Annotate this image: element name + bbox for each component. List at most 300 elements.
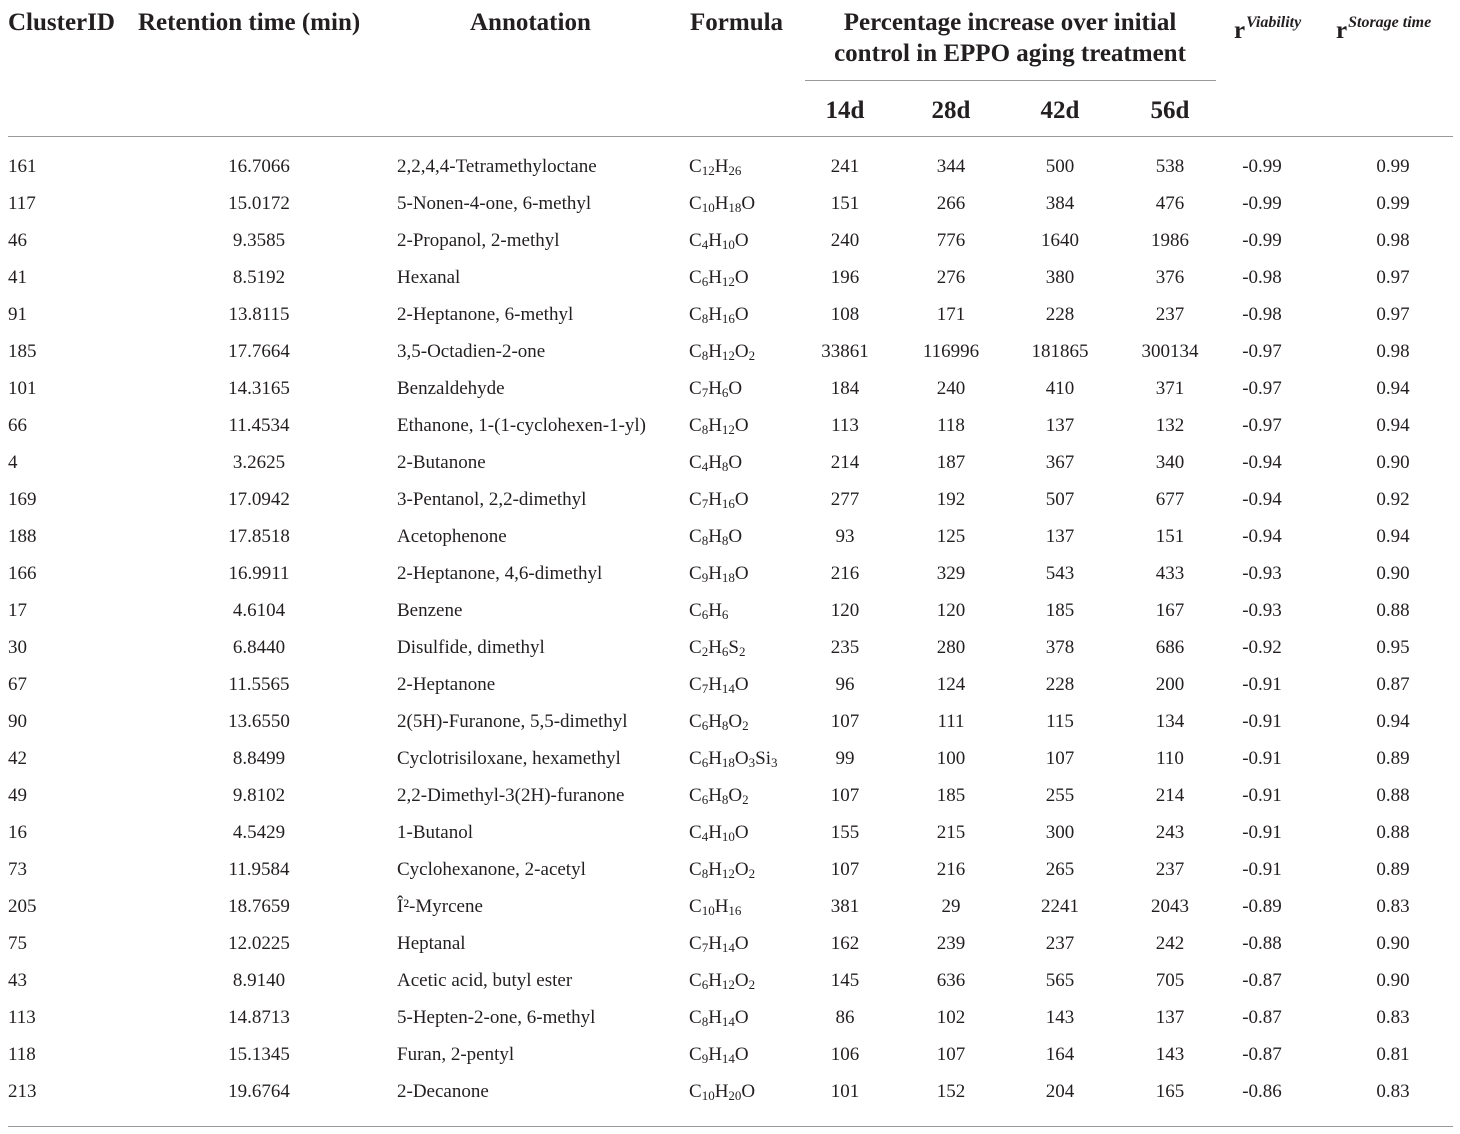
formula-element: O [734,489,749,510]
formula-subscript: 12 [721,348,735,363]
retention-time-cell: 19.6764 [228,1081,290,1102]
r-storage-cell: 0.95 [1376,637,1410,658]
formula-element: H [708,378,722,399]
retention-time-cell: 9.8102 [232,785,286,806]
formula-element: O [734,1007,749,1028]
day42-cell: 2241 [1041,896,1079,917]
r-viability-cell: -0.94 [1242,452,1282,473]
formula-subscript: 10 [701,903,715,918]
formula-element: H [708,600,722,621]
formula-subscript: 18 [728,200,742,215]
formula-subscript: 14 [721,681,735,696]
formula-subscript: 7 [701,681,709,696]
formula-subscript: 8 [721,459,729,474]
table-row [0,740,1460,777]
day42-cell: 185 [1045,600,1075,621]
table-row [0,259,1460,296]
formula-cell [689,148,741,185]
formula-subscript: 9 [701,570,709,585]
r-viability-cell: -0.92 [1242,637,1282,658]
retention-time-cell: 17.8518 [228,526,290,547]
formula-subscript: 2 [748,348,756,363]
formula-element: H [708,563,722,584]
day56-cell: 376 [1155,267,1185,288]
day42-cell: 228 [1045,674,1075,695]
day42-cell: 107 [1045,748,1075,769]
table-row [0,444,1460,481]
table-row [0,851,1460,888]
r-viability-cell: -0.91 [1242,859,1282,880]
annotation-cell: Cyclohexanone, 2-acetyl [397,859,586,880]
r-viability-cell: -0.91 [1242,711,1282,732]
r-viability-base: r [1234,17,1246,44]
r-viability-cell: -0.94 [1242,526,1282,547]
formula-element: O [728,711,743,732]
formula-cell [689,925,749,962]
retention-time-cell: 16.9911 [228,563,290,584]
formula-cell [689,666,749,703]
formula-element: C [689,674,702,695]
day14-cell: 216 [830,563,860,584]
day14-cell: 107 [830,859,860,880]
r-storage-cell: 0.88 [1376,822,1410,843]
day14-cell: 93 [835,526,855,547]
r-viability-cell: -0.98 [1242,267,1282,288]
formula-cell [689,407,749,444]
cluster-id-cell: 118 [8,1044,36,1065]
day14-cell: 113 [831,415,859,436]
formula-subscript: 20 [728,1088,742,1103]
cluster-id-cell: 91 [8,304,27,325]
retention-time-cell: 17.0942 [228,489,290,510]
formula-subscript: 8 [701,533,709,548]
cluster-id-cell: 43 [8,970,27,991]
formula-cell [689,777,749,814]
formula-element: C [689,896,702,917]
annotation-cell: Acetic acid, butyl ester [397,970,573,991]
header-day-28: 28d [931,97,971,124]
day42-cell: 500 [1045,156,1075,177]
formula-subscript: 8 [701,866,709,881]
day42-cell: 255 [1045,785,1075,806]
r-viability-cell: -0.99 [1242,156,1282,177]
formula-subscript: 7 [701,496,709,511]
formula-element: C [689,637,702,658]
formula-element: O [734,859,749,880]
r-storage-cell: 0.94 [1376,711,1410,732]
formula-subscript: 6 [701,607,709,622]
formula-subscript: 18 [721,755,735,770]
formula-cell [689,518,742,555]
r-viability-cell: -0.91 [1242,748,1282,769]
annotation-cell: 1-Butanol [397,822,473,843]
day14-cell: 108 [830,304,860,325]
cluster-id-cell: 67 [8,674,27,695]
day56-cell: 237 [1155,304,1185,325]
day14-cell: 106 [830,1044,860,1065]
annotation-cell: Ethanone, 1-(1-cyclohexen-1-yl) [397,415,647,436]
table-row [0,666,1460,703]
r-viability-sup: Viability [1246,14,1302,31]
cluster-id-cell: 42 [8,748,27,769]
day14-cell: 101 [830,1081,860,1102]
day28-cell: 185 [936,785,966,806]
day56-cell: 167 [1155,600,1185,621]
r-storage-cell: 0.83 [1376,896,1410,917]
formula-element: H [714,193,729,214]
formula-element: S [728,637,739,658]
header-group-line1: Percentage increase over initial [843,9,1177,36]
retention-time-cell: 11.9584 [228,859,290,880]
day56-cell: 538 [1155,156,1185,177]
table-row [0,888,1460,925]
formula-cell [689,259,749,296]
header-cluster-id: ClusterID [8,9,115,36]
day56-cell: 705 [1155,970,1185,991]
formula-element: C [689,600,702,621]
day28-cell: 636 [936,970,966,991]
r-viability-cell: -0.93 [1242,563,1282,584]
day42-cell: 181865 [1031,341,1089,362]
day56-cell: 132 [1155,415,1185,436]
formula-subscript: 6 [701,718,709,733]
day42-cell: 378 [1045,637,1075,658]
cluster-id-cell: 161 [8,156,37,177]
annotation-cell: Disulfide, dimethyl [397,637,545,658]
formula-cell [689,999,749,1036]
formula-element: Si [755,748,772,769]
r-storage-base: r [1336,17,1348,44]
day28-cell: 116996 [922,341,980,362]
formula-subscript: 6 [701,977,709,992]
cluster-id-cell: 66 [8,415,27,436]
r-storage-cell: 0.97 [1376,304,1410,325]
day14-cell: 33861 [821,341,869,362]
day28-cell: 102 [936,1007,966,1028]
day42-cell: 367 [1045,452,1075,473]
day56-cell: 110 [1156,748,1184,769]
header-group-line2: control in EPPO aging treatment [834,40,1186,67]
table-row [0,222,1460,259]
day28-cell: 107 [936,1044,966,1065]
cluster-id-cell: 166 [8,563,37,584]
day28-cell: 124 [936,674,966,695]
r-storage-cell: 0.90 [1376,970,1410,991]
annotation-cell: 2,2-Dimethyl-3(2H)-furanone [397,785,625,806]
r-viability-cell: -0.91 [1242,822,1282,843]
formula-element: H [708,859,722,880]
formula-element: C [689,452,702,473]
formula-element: H [708,674,722,695]
formula-element: C [689,1007,702,1028]
day42-cell: 265 [1045,859,1075,880]
formula-element: C [689,859,702,880]
header-day-14: 14d [825,97,865,124]
day28-cell: 239 [936,933,966,954]
formula-subscript: 4 [701,459,709,474]
r-storage-cell: 0.94 [1376,526,1410,547]
table-row [0,777,1460,814]
day14-cell: 235 [830,637,860,658]
formula-subscript: 2 [739,644,746,659]
formula-subscript: 14 [721,1014,735,1029]
cluster-id-cell: 113 [8,1007,36,1028]
formula-cell [689,185,755,222]
day28-cell: 187 [936,452,966,473]
cluster-id-cell: 188 [8,526,37,547]
formula-subscript: 8 [721,792,729,807]
r-viability-cell: -0.89 [1242,896,1282,917]
formula-element: C [689,156,702,177]
header-formula: Formula [690,9,784,36]
formula-cell [689,222,749,259]
formula-subscript: 2 [742,718,749,733]
formula-subscript: 6 [721,607,729,622]
header-day-42: 42d [1040,97,1080,124]
cluster-id-cell: 16 [8,822,27,843]
table-row [0,703,1460,740]
r-viability-cell: -0.97 [1242,341,1282,362]
header-r-storage-time [1336,8,1431,46]
formula-element: C [689,378,702,399]
retention-time-cell: 11.5565 [228,674,290,695]
retention-time-cell: 15.0172 [228,193,290,214]
day28-cell: 118 [937,415,965,436]
r-viability-cell: -0.87 [1242,1007,1282,1028]
r-viability-cell: -0.93 [1242,600,1282,621]
formula-cell [689,333,755,370]
formula-element: C [689,267,702,288]
formula-subscript: 14 [721,940,735,955]
annotation-cell: 3,5-Octadien-2-one [397,341,546,362]
formula-element: H [708,1044,722,1065]
table-row [0,333,1460,370]
day42-cell: 384 [1045,193,1075,214]
table-row [0,555,1460,592]
formula-subscript: 2 [748,866,756,881]
cluster-id-cell: 4 [8,452,18,473]
annotation-cell: 5-Nonen-4-one, 6-methyl [397,193,592,214]
header-retention-time: Retention time (min) [138,9,361,36]
day56-cell: 137 [1155,1007,1185,1028]
annotation-cell: Benzaldehyde [397,378,505,399]
formula-element: O [728,526,743,547]
formula-element: H [708,415,722,436]
r-storage-cell: 0.94 [1376,415,1410,436]
formula-cell [689,555,749,592]
formula-element: H [708,526,722,547]
formula-element: H [708,489,722,510]
day42-cell: 1640 [1041,230,1079,251]
header-r-viability [1234,8,1301,46]
annotation-cell: Hexanal [397,267,461,288]
retention-time-cell: 16.7066 [228,156,290,177]
formula-element: H [708,230,722,251]
r-viability-cell: -0.91 [1242,785,1282,806]
day56-cell: 200 [1155,674,1185,695]
formula-subscript: 12 [701,163,715,178]
r-storage-cell: 0.92 [1376,489,1410,510]
r-storage-cell: 0.81 [1376,1044,1410,1065]
formula-element: H [714,896,729,917]
retention-time-cell: 3.2625 [232,452,286,473]
formula-cell [689,703,749,740]
cluster-id-cell: 213 [8,1081,37,1102]
retention-time-cell: 6.8440 [232,637,286,658]
formula-element: C [689,415,702,436]
formula-subscript: 7 [701,385,709,400]
retention-time-cell: 4.5429 [232,822,286,843]
formula-element: O [734,304,749,325]
day28-cell: 120 [936,600,966,621]
formula-element: C [689,230,702,251]
formula-cell [689,851,755,888]
r-storage-cell: 0.89 [1376,859,1410,880]
formula-element: O [734,563,749,584]
table-row [0,370,1460,407]
day14-cell: 162 [830,933,860,954]
day14-cell: 240 [830,230,860,251]
r-viability-cell: -0.99 [1242,193,1282,214]
formula-element: C [689,970,702,991]
day42-cell: 543 [1045,563,1075,584]
annotation-cell: 2-Heptanone [397,674,496,695]
annotation-cell: Benzene [397,600,463,621]
formula-element: O [734,415,749,436]
cluster-id-cell: 101 [8,378,37,399]
table-row [0,407,1460,444]
formula-element: O [734,267,749,288]
retention-time-cell: 8.9140 [232,970,286,991]
annotation-cell: 2,2,4,4-Tetramethyloctane [397,156,597,177]
day28-cell: 111 [937,711,965,732]
day42-cell: 115 [1046,711,1074,732]
formula-element: O [734,1044,749,1065]
r-viability-cell: -0.99 [1242,230,1282,251]
formula-element: H [708,267,722,288]
table-bottom-rule [8,1126,1453,1127]
formula-subscript: 26 [728,163,742,178]
formula-subscript: 8 [721,533,729,548]
day14-cell: 86 [835,1007,855,1028]
day28-cell: 100 [936,748,966,769]
formula-subscript: 6 [701,792,709,807]
annotation-cell: Acetophenone [397,526,507,547]
cluster-id-cell: 46 [8,230,27,251]
formula-subscript: 4 [701,237,709,252]
formula-element: O [728,785,743,806]
r-viability-cell: -0.98 [1242,304,1282,325]
table-row [0,999,1460,1036]
r-storage-cell: 0.98 [1376,230,1410,251]
r-storage-cell: 0.83 [1376,1081,1410,1102]
table-row [0,296,1460,333]
day14-cell: 214 [830,452,860,473]
day28-cell: 280 [936,637,966,658]
day28-cell: 329 [936,563,966,584]
day42-cell: 137 [1045,526,1075,547]
day56-cell: 2043 [1151,896,1189,917]
r-storage-cell: 0.88 [1376,785,1410,806]
formula-subscript: 4 [701,829,709,844]
formula-element: C [689,341,702,362]
formula-subscript: 12 [721,977,735,992]
retention-time-cell: 13.6550 [228,711,290,732]
formula-subscript: 16 [728,903,742,918]
day56-cell: 134 [1155,711,1185,732]
day56-cell: 1986 [1151,230,1189,251]
annotation-cell: 2-Butanone [397,452,486,473]
day14-cell: 96 [835,674,855,695]
formula-element: H [708,970,722,991]
day42-cell: 204 [1045,1081,1075,1102]
formula-subscript: 10 [721,237,735,252]
day14-cell: 120 [830,600,860,621]
table-row [0,518,1460,555]
day14-cell: 145 [830,970,860,991]
formula-element: C [689,193,702,214]
formula-element: C [689,822,702,843]
day56-cell: 214 [1155,785,1185,806]
formula-subscript: 6 [721,644,729,659]
day42-cell: 228 [1045,304,1075,325]
day28-cell: 266 [936,193,966,214]
day42-cell: 565 [1045,970,1075,991]
day14-cell: 381 [830,896,860,917]
cluster-id-cell: 75 [8,933,27,954]
r-storage-cell: 0.99 [1376,193,1410,214]
formula-element: C [689,563,702,584]
annotation-cell: Î²-Myrcene [397,896,483,917]
day56-cell: 165 [1155,1081,1185,1102]
r-storage-cell: 0.83 [1376,1007,1410,1028]
formula-cell [689,592,728,629]
formula-element: O [741,1081,756,1102]
formula-subscript: 10 [701,200,715,215]
table-row [0,629,1460,666]
formula-cell [689,444,742,481]
day56-cell: 476 [1155,193,1185,214]
table-body [0,148,1460,1110]
formula-element: O [734,970,749,991]
formula-element: C [689,304,702,325]
formula-cell [689,370,742,407]
retention-time-cell: 13.8115 [228,304,290,325]
formula-element: O [728,378,743,399]
annotation-cell: 2(5H)-Furanone, 5,5-dimethyl [397,711,628,732]
annotation-cell: 5-Hepten-2-one, 6-methyl [397,1007,596,1028]
r-viability-cell: -0.87 [1242,970,1282,991]
day42-cell: 137 [1045,415,1075,436]
cluster-id-cell: 205 [8,896,37,917]
formula-subscript: 16 [721,496,735,511]
formula-element: C [689,711,702,732]
day28-cell: 216 [936,859,966,880]
formula-subscript: 2 [701,644,709,659]
formula-element: O [734,822,749,843]
table-row [0,148,1460,185]
day14-cell: 99 [835,748,855,769]
formula-element: H [714,156,729,177]
day42-cell: 237 [1045,933,1075,954]
day28-cell: 171 [936,304,966,325]
formula-cell [689,888,741,925]
header-day-56: 56d [1150,97,1190,124]
r-viability-cell: -0.91 [1242,674,1282,695]
day42-cell: 507 [1045,489,1075,510]
formula-element: C [689,785,702,806]
formula-cell [689,629,746,666]
